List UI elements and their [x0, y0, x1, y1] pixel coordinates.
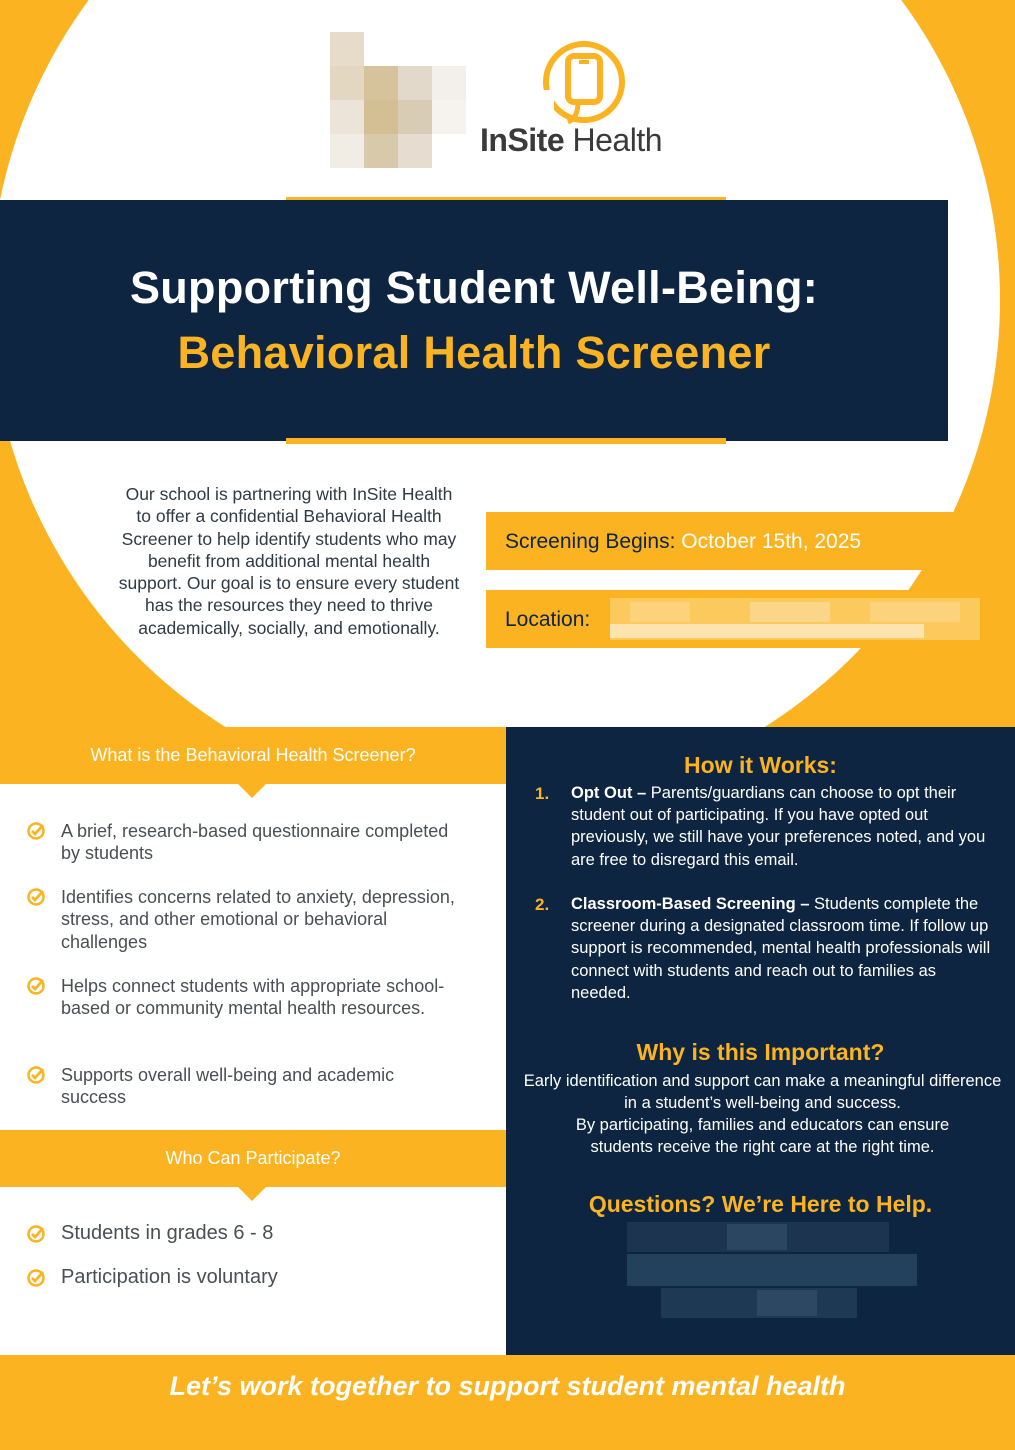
intro-paragraph: Our school is partnering with InSite Health to offer a confidential Behavioral Health Screener to help identify students who may benefit from additional mental health support. Our goal is to ensure every student has the resources they need to thrive academically, socially, and emotionally. [118, 484, 460, 638]
step-number: 1. [535, 784, 550, 803]
footer-slogan: Let’s work together to support student mental health [169, 1371, 846, 1401]
check-icon [26, 1065, 46, 1085]
step-text: Classroom-Based Screening – Students complete the screener during a designated classroom time. If follow up support is recommended, mental health professionals will connect with students and reach out to families as needed. [571, 895, 991, 1002]
check-icon [26, 1268, 46, 1288]
why-paragraph-2: By participating, families and educators can ensure students receive the right care at the right time. [575, 1116, 950, 1157]
why-paragraph-1: Early identification and support can make a meaningful difference in a student’s well-being and success. [523, 1072, 1002, 1113]
questions-heading: Questions? We’re Here to Help. [588, 1191, 933, 1217]
stethoscope-logo-icon [538, 38, 630, 130]
check-icon [26, 1224, 46, 1244]
title-banner [0, 200, 948, 441]
list-item: Identifies concerns related to anxiety, depression, stress, and other emotional or behavioral challenges [61, 887, 455, 952]
what-is-heading: What is the Behavioral Health Screener? [0, 727, 506, 784]
list-item: Participation is voluntary [61, 1266, 278, 1288]
check-icon [26, 976, 46, 996]
heading-notch [238, 1187, 266, 1201]
divider-bottom [286, 438, 726, 444]
location-label: Location: [505, 608, 591, 631]
list-item: Helps connect students with appropriate school-based or community mental health resources. [61, 976, 445, 1019]
who-heading: Who Can Participate? [0, 1130, 506, 1187]
list-item: Students in grades 6 - 8 [61, 1222, 274, 1244]
contact-redacted [627, 1222, 917, 1318]
why-heading: Why is this Important? [636, 1039, 885, 1065]
how-heading: How it Works: [684, 752, 837, 778]
step-number: 2. [535, 895, 550, 914]
page-subtitle: Behavioral Health Screener [177, 327, 771, 378]
list-item: A brief, research-based questionnaire completed by students [61, 821, 449, 864]
school-logo-redacted [318, 32, 463, 182]
location-redacted [610, 598, 980, 640]
heading-notch [238, 784, 266, 798]
check-icon [26, 887, 46, 907]
list-item: Supports overall well-being and academic success [61, 1065, 395, 1108]
check-icon [26, 821, 46, 841]
brand-name: InSite Health [480, 122, 663, 158]
step-text: Opt Out – Parents/guardians can choose to opt their student out of participating. If you have opted out previously, we still have your preferences noted, and you are free to disregard this email. [571, 784, 986, 869]
page-title: Supporting Student Well-Being: [129, 262, 819, 313]
screening-date: Screening Begins: October 15th, 2025 [505, 530, 862, 553]
